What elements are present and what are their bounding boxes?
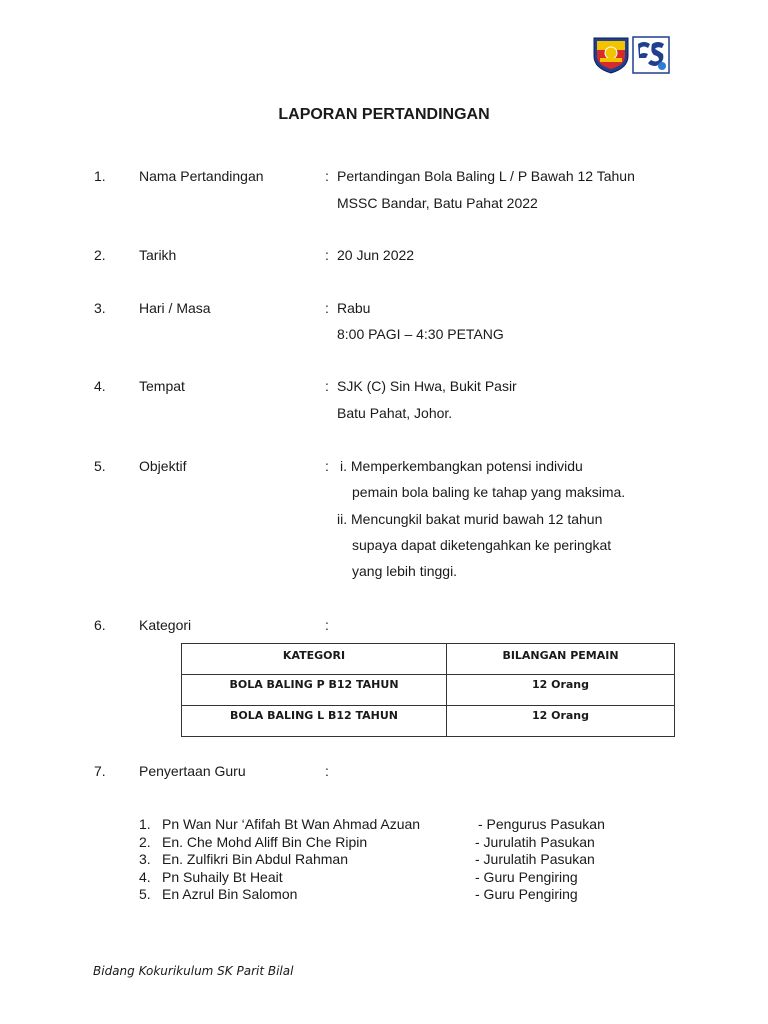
item-value: SJK (C) Sin Hwa, Bukit Pasir — [337, 378, 517, 394]
item-value: MSSC Bandar, Batu Pahat 2022 — [337, 195, 538, 211]
document-title: LAPORAN PERTANDINGAN — [278, 106, 490, 123]
guru-number: 2. — [139, 833, 151, 850]
item-colon: : — [325, 458, 329, 474]
table-cell: BOLA BALING L B12 TAHUN — [182, 706, 447, 737]
table-cell: BOLA BALING P B12 TAHUN — [182, 675, 447, 706]
objective-line: ii. Mencungkil bakat murid bawah 12 tahun — [337, 511, 603, 527]
guru-number: 5. — [139, 886, 151, 902]
item-number: 4. — [94, 378, 106, 394]
objective-line: yang lebih tinggi. — [352, 563, 458, 579]
item-colon: : — [325, 617, 329, 633]
item-colon: : — [325, 378, 329, 394]
guru-role: - Guru Pengiring — [475, 886, 578, 902]
table-header-cell: KATEGORI — [182, 644, 447, 675]
page-footer: Bidang Kokurikulum SK Parit Bilal — [93, 964, 294, 978]
item-value: 20 Jun 2022 — [337, 247, 415, 263]
item-number: 1. — [94, 168, 106, 184]
item-label: Objektif — [139, 458, 187, 474]
item-label: Tempat — [139, 378, 185, 394]
objective-line: i. Memperkembangkan potensi individu — [340, 458, 583, 474]
item-number: 5. — [94, 458, 106, 474]
item-colon: : — [325, 168, 329, 184]
guru-name: Pn Wan Nur ‘Afifah Bt Wan Ahmad Azuan — [162, 816, 421, 832]
item-label: Kategori — [139, 617, 192, 633]
item-label: Tarikh — [139, 247, 177, 263]
objective-line: supaya dapat diketengahkan ke peringkat — [352, 537, 612, 553]
item-label: Penyertaan Guru — [139, 763, 246, 779]
table-row — [182, 675, 675, 706]
item-colon: : — [325, 763, 329, 779]
item-label: Hari / Masa — [139, 300, 211, 316]
sukan-sekolah-logo — [633, 37, 669, 73]
item-number: 3. — [94, 300, 106, 316]
school-crest-logo — [594, 38, 628, 73]
guru-name: En. Zulfikri Bin Abdul Rahman — [162, 851, 348, 867]
guru-role: - Guru Pengiring — [475, 868, 578, 885]
guru-number: 1. — [139, 816, 151, 832]
header-logos — [592, 36, 670, 74]
guru-name: Pn Suhaily Bt Heait — [162, 868, 283, 885]
item-value: 8:00 PAGI – 4:30 PETANG — [337, 326, 504, 342]
table-header-cell: BILANGAN PEMAIN — [447, 644, 675, 675]
item-colon: : — [325, 247, 329, 263]
guru-name: En Azrul Bin Salomon — [162, 886, 298, 902]
item-label: Nama Pertandingan — [139, 168, 264, 184]
item-value: Rabu — [337, 300, 371, 316]
kategori-table — [181, 643, 675, 737]
item-colon: : — [325, 300, 329, 316]
guru-role: - Jurulatih Pasukan — [475, 833, 595, 850]
objective-line: pemain bola baling ke tahap yang maksima. — [352, 484, 626, 500]
item-value: Pertandingan Bola Baling L / P Bawah 12 Tahun — [337, 168, 635, 184]
table-cell: 12 Orang — [447, 675, 675, 706]
guru-name: En. Che Mohd Aliff Bin Che Ripin — [162, 833, 368, 850]
item-number: 2. — [94, 247, 106, 263]
guru-role: - Jurulatih Pasukan — [475, 851, 595, 867]
table-header-row — [182, 644, 675, 675]
item-value: Batu Pahat, Johor. — [337, 405, 453, 421]
item-number: 7. — [94, 763, 106, 779]
table-row — [182, 706, 675, 737]
table-cell: 12 Orang — [447, 706, 675, 737]
guru-number: 3. — [139, 851, 151, 867]
guru-role: - Pengurus Pasukan — [478, 816, 605, 832]
item-number: 6. — [94, 617, 106, 633]
guru-number: 4. — [139, 868, 151, 885]
